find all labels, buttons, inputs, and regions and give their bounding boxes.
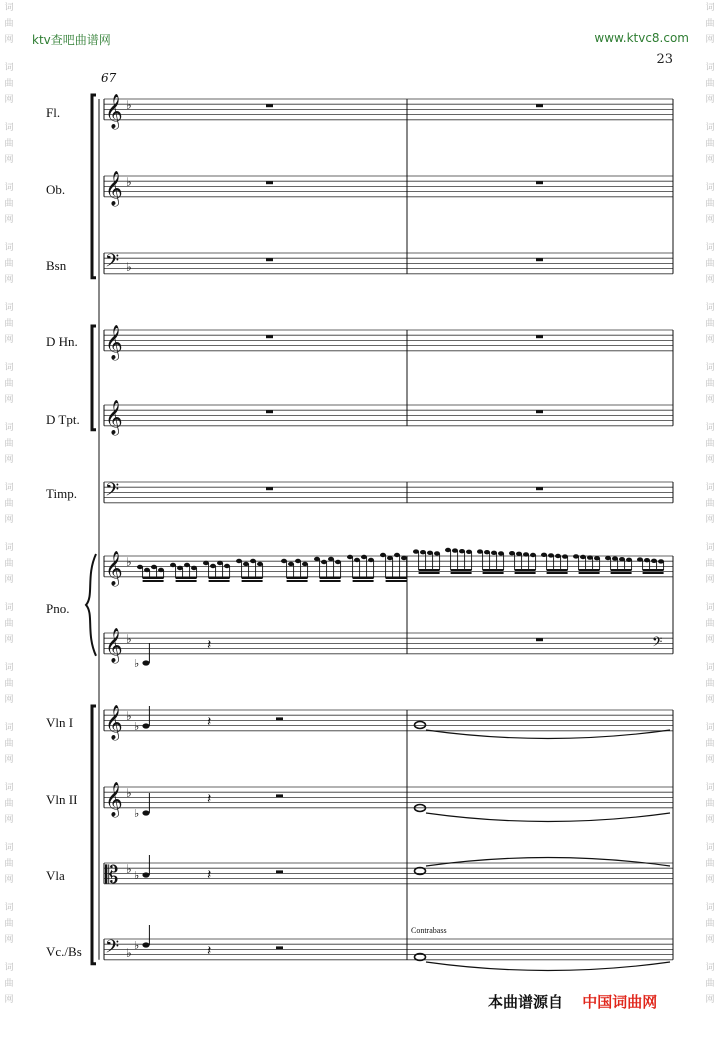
note-head [530, 553, 536, 557]
quarter-note-head [142, 942, 149, 947]
piano-brace [86, 554, 96, 656]
watermark-block: 词 曲 网 [4, 423, 14, 465]
note-head [605, 556, 611, 560]
note-head [361, 555, 367, 559]
tie [426, 858, 670, 867]
instrument-label: D Hn. [46, 334, 78, 349]
note-head [328, 557, 334, 561]
note-head [626, 558, 632, 562]
note-head [509, 551, 515, 555]
whole-rest [536, 335, 543, 338]
note-head [484, 550, 490, 554]
note-head [516, 552, 522, 556]
flat-key-signature: ♭ [126, 862, 132, 876]
quarter-rest: 𝄽 [207, 791, 212, 807]
instrument-label: Pno. [46, 601, 70, 616]
instrument-label: Bsn [46, 258, 67, 273]
quarter-rest: 𝄽 [207, 714, 212, 730]
note-head [257, 562, 263, 566]
quarter-note-head [142, 810, 149, 815]
watermark-block: 词 曲 网 [4, 303, 14, 345]
watermark-block: 词 曲 网 [705, 723, 715, 765]
note-head [573, 554, 579, 558]
watermark-block: 词 曲 网 [705, 843, 715, 885]
whole-rest [266, 258, 273, 261]
staff-group-bracket [92, 326, 96, 430]
whole-rest [266, 181, 273, 184]
treble-clef-icon: 𝄞 [105, 171, 123, 206]
half-rest [276, 794, 283, 797]
note-head [144, 568, 150, 572]
watermark-block: 词 曲 网 [4, 243, 14, 285]
note-head [394, 553, 400, 557]
watermark-block: 词 曲 网 [4, 363, 14, 405]
note-head [587, 555, 593, 559]
note-head [302, 562, 308, 566]
note-head [321, 560, 327, 564]
note-head [637, 557, 643, 561]
note-head [619, 557, 625, 561]
watermark-block: 词 曲 网 [4, 903, 14, 945]
flat-key-signature: ♭ [126, 260, 132, 274]
watermark-block: 词 曲 网 [4, 543, 14, 585]
note-head [644, 558, 650, 562]
instrument-label: Vla [46, 868, 65, 883]
watermark-block: 词 曲 网 [705, 363, 715, 405]
note-head [562, 554, 568, 558]
note-head [184, 563, 190, 567]
watermark-block: 词 曲 网 [705, 423, 715, 465]
treble-clef-icon: 𝄞 [105, 705, 123, 740]
note-head [658, 559, 664, 563]
note-head [288, 562, 294, 566]
flat-accidental: ♭ [134, 807, 140, 820]
whole-rest [536, 410, 543, 413]
contrabass-marking: Contrabass [411, 926, 447, 935]
watermark-block: 词 曲 网 [4, 183, 14, 225]
instrument-label: Ob. [46, 182, 66, 197]
note-head [368, 558, 374, 562]
header-site-right[interactable]: www.ktvc8.com [594, 31, 689, 45]
note-head [210, 564, 216, 568]
alto-clef-icon: 𝄡 [105, 861, 119, 889]
quarter-rest: 𝄽 [207, 943, 212, 959]
staff-group-bracket [92, 95, 96, 278]
note-head [401, 556, 407, 560]
half-rest [276, 946, 283, 949]
bass-clef-icon: 𝄢 [105, 937, 120, 962]
note-head [548, 553, 554, 557]
note-head [651, 559, 657, 563]
instrument-label: Vc./Bs [46, 944, 82, 959]
note-head [314, 557, 320, 561]
watermark-block: 词 曲 网 [705, 603, 715, 645]
bass-clef-change-icon: 𝄢 [652, 634, 663, 653]
note-head [420, 550, 426, 554]
tie [426, 813, 670, 822]
note-head [137, 565, 143, 569]
watermark-block: 词 曲 网 [4, 123, 14, 165]
note-head [203, 561, 209, 565]
note-head [466, 550, 472, 554]
note-head [427, 551, 433, 555]
bass-clef-icon: 𝄢 [105, 251, 120, 276]
watermark-block: 词 曲 网 [4, 843, 14, 885]
watermark-block: 词 曲 网 [705, 183, 715, 225]
note-head [250, 559, 256, 563]
instrument-label: D Tpt. [46, 412, 80, 427]
note-head [158, 568, 164, 572]
watermark-block: 词 曲 网 [705, 63, 715, 105]
whole-rest [536, 258, 543, 261]
flat-accidental: ♭ [134, 869, 140, 882]
note-head [413, 549, 419, 553]
note-head [151, 565, 157, 569]
watermark-block: 词 曲 网 [705, 243, 715, 285]
note-head [295, 559, 301, 563]
note-head [477, 549, 483, 553]
whole-rest [266, 335, 273, 338]
whole-rest [266, 410, 273, 413]
whole-rest [536, 487, 543, 490]
bass-clef-icon: 𝄢 [105, 480, 120, 505]
whole-rest [266, 487, 273, 490]
tie [426, 730, 670, 739]
watermark-block: 词 曲 网 [705, 903, 715, 945]
watermark-block: 词 曲 网 [4, 3, 14, 45]
watermark-block: 词 曲 网 [705, 663, 715, 705]
note-head [612, 556, 618, 560]
treble-clef-icon: 𝄞 [105, 94, 123, 129]
watermark-block: 词 曲 网 [4, 723, 14, 765]
flat-key-signature: ♭ [126, 709, 132, 723]
measure-number: 67 [101, 71, 117, 85]
instrument-label: Fl. [46, 105, 61, 120]
flat-key-signature: ♭ [126, 555, 132, 569]
note-head [177, 566, 183, 570]
note-head [281, 559, 287, 563]
watermark-block: 词 曲 网 [4, 783, 14, 825]
footer-credit [488, 991, 657, 1012]
note-head [191, 566, 197, 570]
note-head [594, 556, 600, 560]
watermark-block: 词 曲 网 [4, 63, 14, 105]
flat-key-signature: ♭ [126, 786, 132, 800]
footer-source-label: 本曲谱源自 [488, 993, 564, 1011]
note-head [445, 548, 451, 552]
watermark-block: 词 曲 网 [4, 963, 14, 1005]
quarter-rest: 𝄽 [207, 867, 212, 883]
watermark-block: 词 曲 网 [705, 303, 715, 345]
whole-rest [266, 104, 273, 107]
staff-group-bracket [92, 706, 96, 964]
note-head [555, 554, 561, 558]
flat-key-signature: ♭ [126, 175, 132, 189]
treble-clef-icon: 𝄞 [105, 782, 123, 817]
watermark-block: 词 曲 网 [4, 603, 14, 645]
note-head [434, 551, 440, 555]
treble-clef-icon: 𝄞 [105, 551, 123, 586]
note-head [224, 564, 230, 568]
treble-clef-icon: 𝄞 [105, 628, 123, 663]
footer-site-link[interactable]: 中国词曲网 [582, 993, 658, 1011]
note-head [236, 559, 242, 563]
watermark-block: 词 曲 网 [705, 123, 715, 165]
watermark-block: 词 曲 网 [4, 483, 14, 525]
tie [426, 962, 670, 971]
quarter-note-head [142, 660, 149, 665]
page-number: 23 [656, 52, 673, 67]
quarter-note-head [142, 723, 149, 728]
note-head [354, 558, 360, 562]
flat-accidental: ♭ [134, 939, 140, 952]
note-head [335, 560, 341, 564]
treble-clef-icon: 𝄞 [105, 400, 123, 435]
flat-key-signature: ♭ [126, 946, 132, 960]
note-head [452, 548, 458, 552]
note-head [347, 555, 353, 559]
note-head [380, 553, 386, 557]
note-head [541, 553, 547, 557]
note-head [217, 561, 223, 565]
whole-rest [536, 181, 543, 184]
note-head [387, 556, 393, 560]
treble-clef-icon: 𝄞 [105, 325, 123, 360]
watermark-block: 词 曲 网 [705, 3, 715, 45]
watermark-block: 词 曲 网 [705, 963, 715, 1005]
note-head [170, 563, 176, 567]
half-rest [276, 870, 283, 873]
flat-accidental: ♭ [134, 657, 140, 670]
whole-rest [536, 638, 543, 641]
note-head [243, 562, 249, 566]
note-head [580, 555, 586, 559]
quarter-note-head [142, 872, 149, 877]
note-head [498, 551, 504, 555]
half-rest [276, 717, 283, 720]
watermark-block: 词 曲 网 [4, 663, 14, 705]
whole-rest [536, 104, 543, 107]
instrument-label: Timp. [46, 486, 77, 501]
watermark-block: 词 曲 网 [705, 783, 715, 825]
note-head [491, 551, 497, 555]
quarter-rest: 𝄽 [207, 637, 212, 653]
note-head [459, 549, 465, 553]
instrument-label: Vln I [46, 715, 74, 730]
flat-key-signature: ♭ [126, 632, 132, 646]
instrument-label: Vln II [46, 792, 78, 807]
header-site-left[interactable]: ktv查吧曲谱网 [32, 33, 111, 47]
watermark-block: 词 曲 网 [705, 543, 715, 585]
watermark-block: 词 曲 网 [705, 483, 715, 525]
note-head [523, 552, 529, 556]
whole-note [415, 722, 426, 729]
flat-accidental: ♭ [134, 720, 140, 733]
flat-key-signature: ♭ [126, 98, 132, 112]
